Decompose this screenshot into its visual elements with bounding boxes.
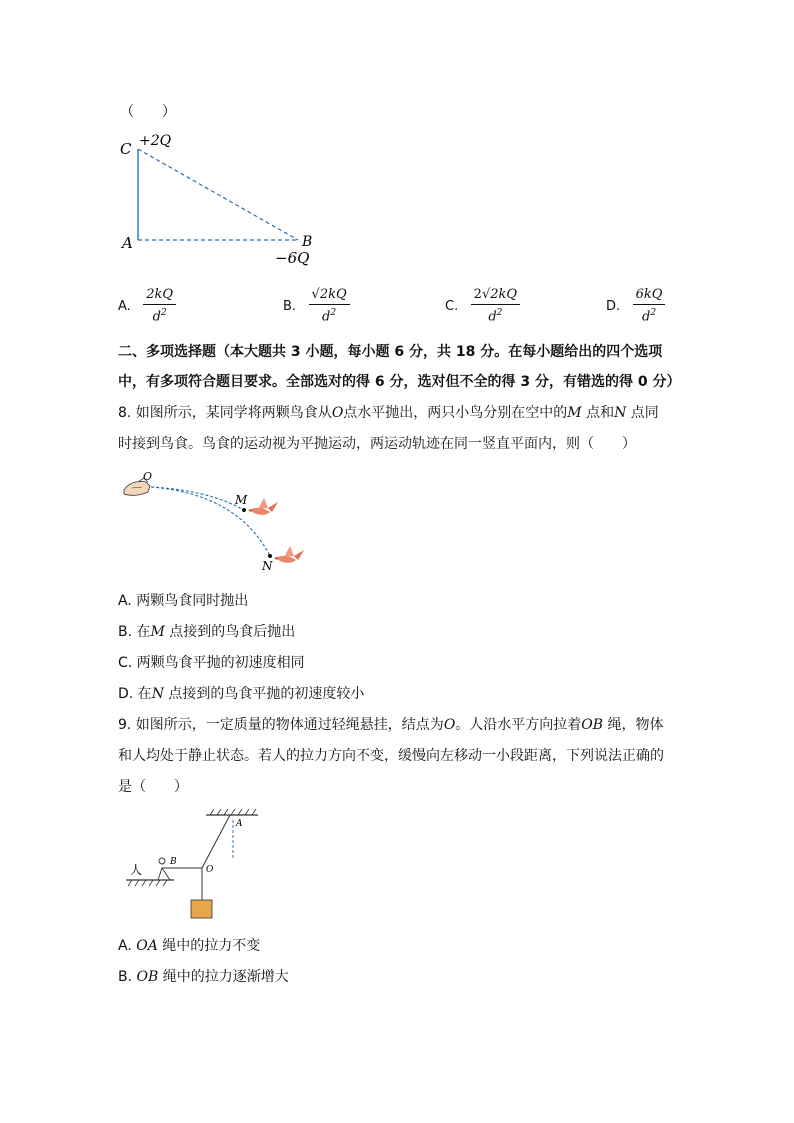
q8-option-b[interactable]: B. 在M 点接到的鸟食后抛出 bbox=[118, 624, 296, 640]
q9-stem-line3: 是（ ） bbox=[118, 779, 188, 795]
label-o: O bbox=[206, 865, 214, 875]
label-person: 人 bbox=[130, 863, 143, 877]
label-o: O bbox=[143, 470, 153, 483]
cb-side bbox=[138, 149, 298, 240]
q7-answer-paren: （ ） bbox=[120, 104, 176, 120]
label-a: A bbox=[236, 819, 243, 829]
label-c: C bbox=[120, 140, 132, 158]
q8-option-a[interactable]: A. 两颗鸟食同时抛出 bbox=[118, 593, 249, 609]
rope-oa bbox=[202, 815, 230, 868]
q7-option-c[interactable]: C. $\frac{2√2kQ}{d^2}$ bbox=[445, 287, 520, 325]
hanging-block bbox=[191, 900, 212, 918]
label-b-charge: −6Q bbox=[275, 249, 310, 267]
q7-charge-triangle-figure bbox=[110, 125, 340, 270]
section2-heading-line2: 中，有多项符合题目要求。全部选对的得 6 分，选对但不全的得 3 分，有错选的得 0 分） bbox=[118, 374, 681, 390]
fraction: $\frac{2kQ}{d^2}$ bbox=[143, 287, 176, 325]
q9-stem-line1: 9. 如图所示，一定质量的物体通过轻绳悬挂，结点为O。人沿水平方向拉着OB 绳，物体 bbox=[118, 717, 664, 733]
q8-stem-line2: 时接到鸟食。鸟食的运动视为平抛运动，两运动轨迹在同一竖直平面内，则（ ） bbox=[118, 436, 636, 452]
q7-option-b[interactable]: B. $\frac{√2kQ}{d^2}$ bbox=[283, 287, 350, 325]
label-a: A bbox=[122, 234, 133, 252]
q9-stem-line2: 和人均处于静止状态。若人的拉力方向不变，缓慢向左移动一小段距离，下列说法正确的 bbox=[118, 748, 664, 764]
bird-icon bbox=[248, 498, 278, 515]
section2-heading-line1: 二、多项选择题（本大题共 3 小题，每小题 6 分，共 18 分。在每小题给出的四个选项 bbox=[118, 344, 663, 360]
q8-option-d[interactable]: D. 在N 点接到的鸟食平抛的初速度较小 bbox=[118, 686, 365, 702]
q7-option-d[interactable]: D. $\frac{6kQ}{d^2}$ bbox=[606, 287, 665, 325]
fraction: $\frac{√2kQ}{d^2}$ bbox=[309, 287, 350, 325]
q9-option-a[interactable]: A. OA 绳中的拉力不变 bbox=[118, 938, 261, 954]
q9-option-b[interactable]: B. OB 绳中的拉力逐渐增大 bbox=[118, 969, 289, 985]
label-c-charge: +2Q bbox=[139, 133, 172, 149]
q8-projectile-figure bbox=[118, 468, 318, 580]
label-b: B bbox=[170, 857, 177, 867]
bird-icon bbox=[274, 546, 304, 563]
sqrt-icon: √ bbox=[481, 287, 491, 302]
fraction: $\frac{6kQ}{d^2}$ bbox=[633, 287, 666, 325]
trajectory-m bbox=[151, 487, 244, 510]
q8-stem-line1: 8. 如图所示，某同学将两颗鸟食从O点水平抛出，两只小鸟分别在空中的M 点和N 点同 bbox=[118, 405, 659, 421]
sqrt-icon: √ bbox=[311, 287, 320, 302]
label-b: B bbox=[302, 234, 313, 250]
label-n: N bbox=[262, 559, 273, 573]
fraction: $\frac{2√2kQ}{d^2}$ bbox=[471, 287, 520, 325]
trajectory-n bbox=[151, 487, 270, 556]
q9-rope-figure bbox=[118, 808, 268, 923]
label-m: M bbox=[235, 493, 248, 507]
q7-option-a[interactable]: A. $\frac{2kQ}{d^2}$ bbox=[118, 287, 176, 325]
q8-option-c[interactable]: C. 两颗鸟食平抛的初速度相同 bbox=[118, 655, 305, 671]
